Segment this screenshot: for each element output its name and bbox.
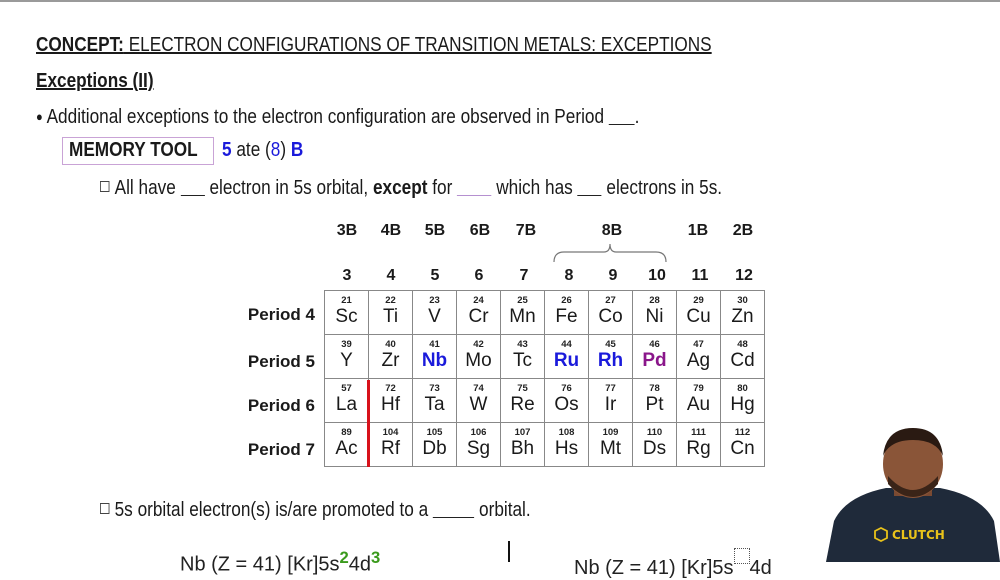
atomic-number: 89	[341, 427, 352, 438]
element-symbol: Cn	[730, 438, 755, 459]
element-symbol: Rf	[381, 438, 400, 459]
element-cell	[545, 379, 589, 423]
element-symbol: Re	[510, 394, 535, 415]
element-symbol: Nb	[421, 350, 448, 371]
group-number: 11	[691, 267, 709, 284]
element-cell	[589, 379, 633, 423]
element-symbol: Cr	[468, 306, 489, 327]
atomic-number: 105	[426, 427, 443, 438]
atomic-number: 108	[558, 427, 575, 438]
blank-period	[609, 108, 635, 125]
element-cell	[325, 379, 369, 423]
atomic-number: 39	[341, 339, 352, 350]
table-row	[325, 291, 765, 335]
element-symbol: V	[428, 306, 441, 327]
group-label: 7B	[515, 222, 537, 239]
atomic-number: 45	[605, 339, 616, 350]
top-border	[0, 0, 1000, 2]
atomic-number: 30	[737, 295, 748, 306]
point-5s-electron: All have electron in 5s orbital, except for which has electrons in 5s.	[100, 177, 722, 200]
element-symbol: Rh	[597, 350, 624, 371]
element-symbol: Hg	[730, 394, 755, 415]
element-symbol: Ac	[335, 438, 358, 459]
element-symbol: La	[335, 394, 358, 415]
square-bullet-icon	[100, 503, 109, 514]
element-symbol: Co	[598, 306, 623, 327]
equation-right: Nb (Z = 41) [Kr]5s 4d	[574, 548, 772, 580]
blank-electron-count	[181, 179, 205, 196]
atomic-number: 111	[691, 427, 706, 438]
element-cell	[457, 291, 501, 335]
element-cell	[677, 291, 721, 335]
atomic-number: 27	[605, 295, 616, 306]
atomic-number: 75	[517, 383, 528, 394]
element-cell	[633, 423, 677, 467]
element-symbol: Ru	[553, 350, 580, 371]
element-symbol: Ir	[604, 394, 617, 415]
element-symbol: Sg	[466, 438, 491, 459]
element-cell	[369, 335, 413, 379]
element-symbol: Pt	[645, 394, 664, 415]
group-number: 6	[474, 267, 484, 284]
atomic-number: 106	[470, 427, 487, 438]
atomic-number: 25	[517, 295, 528, 306]
equation-divider	[508, 541, 510, 562]
element-cell	[501, 379, 545, 423]
atomic-number: 72	[385, 383, 396, 394]
element-cell	[413, 423, 457, 467]
group-label: 3B	[336, 222, 358, 239]
element-symbol: Ti	[382, 306, 399, 327]
element-symbol: Mt	[599, 438, 622, 459]
atomic-number: 74	[473, 383, 484, 394]
atomic-number: 43	[517, 339, 528, 350]
element-symbol: Zr	[381, 350, 400, 371]
atomic-number: 21	[341, 295, 352, 306]
element-symbol: Hf	[381, 394, 400, 415]
element-symbol: Pd	[642, 350, 667, 371]
square-bullet-icon	[100, 181, 109, 192]
atomic-number: 28	[649, 295, 660, 306]
atomic-number: 78	[649, 383, 660, 394]
element-cell	[369, 379, 413, 423]
element-symbol: W	[469, 394, 488, 415]
period-label-4: Period 4	[247, 305, 315, 324]
atomic-number: 42	[473, 339, 484, 350]
presenter-video	[826, 426, 1000, 562]
concept-title-text: ELECTRON CONFIGURATIONS OF TRANSITION METALS: EXCEPTIONS	[123, 34, 712, 56]
element-cell	[325, 423, 369, 467]
element-cell	[413, 379, 457, 423]
element-cell	[589, 335, 633, 379]
element-cell	[501, 423, 545, 467]
element-cell	[545, 335, 589, 379]
element-cell	[633, 291, 677, 335]
element-cell	[325, 291, 369, 335]
atomic-number: 73	[429, 383, 440, 394]
element-symbol: Ag	[686, 350, 711, 371]
section-subtitle: Exceptions (II)	[36, 70, 154, 92]
element-symbol: Fe	[555, 306, 578, 327]
atomic-number: 110	[646, 427, 663, 438]
element-cell	[457, 379, 501, 423]
group-label: 4B	[380, 222, 402, 239]
group-8b-brace	[552, 242, 668, 264]
element-cell	[589, 423, 633, 467]
element-symbol: Bh	[510, 438, 535, 459]
memory-tool-label: MEMORY TOOL	[69, 139, 198, 161]
group-number: 8	[564, 267, 574, 284]
element-cell	[457, 423, 501, 467]
period-label-6: Period 6	[247, 396, 315, 415]
shirt-logo-text: CLUTCH	[892, 528, 945, 542]
atomic-number: 41	[429, 339, 440, 350]
element-cell	[413, 291, 457, 335]
point-promotion: 5s orbital electron(s) is/are promoted to a orbital.	[100, 499, 531, 522]
element-cell	[589, 291, 633, 335]
group-number: 10	[648, 267, 666, 284]
group-label: 2B	[732, 222, 754, 239]
element-cell	[369, 291, 413, 335]
bullet-icon: ●	[36, 109, 43, 124]
group-label: 6B	[469, 222, 491, 239]
atomic-number: 80	[737, 383, 748, 394]
atomic-number: 44	[561, 339, 572, 350]
element-cell	[677, 379, 721, 423]
group-label: 8B	[601, 222, 623, 239]
atomic-number: 112	[734, 427, 751, 438]
group-label: 5B	[424, 222, 446, 239]
element-symbol: Ni	[645, 306, 664, 327]
atomic-number: 109	[602, 427, 619, 438]
group-number: 4	[386, 267, 396, 284]
table-row	[325, 335, 765, 379]
group-number: 5	[430, 267, 440, 284]
element-cell	[413, 335, 457, 379]
element-symbol: Y	[340, 350, 353, 371]
memory-tool-hint: 5 ate (8) B	[222, 139, 304, 161]
element-symbol: Ta	[424, 394, 445, 415]
element-cell	[633, 335, 677, 379]
element-cell	[325, 335, 369, 379]
element-symbol: Tc	[513, 350, 532, 371]
group-label: 1B	[687, 222, 709, 239]
concept-title	[36, 34, 712, 57]
transition-metals-table	[324, 290, 765, 467]
blank-orbital	[433, 501, 474, 518]
element-cell	[501, 291, 545, 335]
atomic-number: 57	[341, 383, 352, 394]
element-cell	[369, 423, 413, 467]
element-symbol: Mo	[465, 350, 492, 371]
element-symbol: Hs	[554, 438, 579, 459]
element-symbol: Au	[686, 394, 711, 415]
element-cell	[677, 423, 721, 467]
element-symbol: Cu	[686, 306, 711, 327]
element-cell	[633, 379, 677, 423]
group-number: 9	[608, 267, 618, 284]
element-symbol: Rg	[686, 438, 711, 459]
atomic-number: 24	[473, 295, 484, 306]
element-symbol: Zn	[731, 306, 754, 327]
table-row	[325, 423, 765, 467]
blank-electron-count-2	[578, 179, 602, 196]
atomic-number: 26	[561, 295, 572, 306]
element-cell	[721, 423, 765, 467]
bullet-period-exceptions: ● Additional exceptions to the electron configuration are observed in Period .	[36, 106, 640, 128]
blank-exception-element	[457, 179, 491, 196]
element-cell	[721, 335, 765, 379]
element-cell	[457, 335, 501, 379]
group-number: 3	[342, 267, 352, 284]
period-label-7: Period 7	[247, 440, 315, 459]
period-label-5: Period 5	[247, 352, 315, 371]
concept-prefix: CONCEPT:	[36, 34, 124, 56]
element-cell	[721, 291, 765, 335]
atomic-number: 77	[605, 383, 616, 394]
group-number: 12	[735, 267, 753, 284]
element-symbol: Ds	[642, 438, 667, 459]
atomic-number: 47	[693, 339, 704, 350]
element-cell	[545, 291, 589, 335]
element-symbol: Mn	[509, 306, 536, 327]
equation-left: Nb (Z = 41) $[Kr]5s^24d^3$	[180, 548, 381, 576]
atomic-number: 40	[385, 339, 396, 350]
element-symbol: Db	[422, 438, 447, 459]
atomic-number: 29	[693, 295, 704, 306]
element-symbol: Os	[554, 394, 579, 415]
atomic-number: 76	[561, 383, 572, 394]
element-symbol: Cd	[730, 350, 755, 371]
group-number: 7	[519, 267, 529, 284]
atomic-number: 79	[693, 383, 704, 394]
atomic-number: 22	[385, 295, 396, 306]
atomic-number: 46	[649, 339, 660, 350]
atomic-number: 48	[737, 339, 748, 350]
element-cell	[721, 379, 765, 423]
element-symbol: Sc	[335, 306, 358, 327]
atomic-number: 104	[382, 427, 399, 438]
atomic-number: 23	[429, 295, 440, 306]
table-row	[325, 379, 765, 423]
atomic-number: 107	[514, 427, 531, 438]
element-cell	[501, 335, 545, 379]
element-cell	[677, 335, 721, 379]
element-cell	[545, 423, 589, 467]
lanthanide-divider-line	[367, 380, 370, 467]
